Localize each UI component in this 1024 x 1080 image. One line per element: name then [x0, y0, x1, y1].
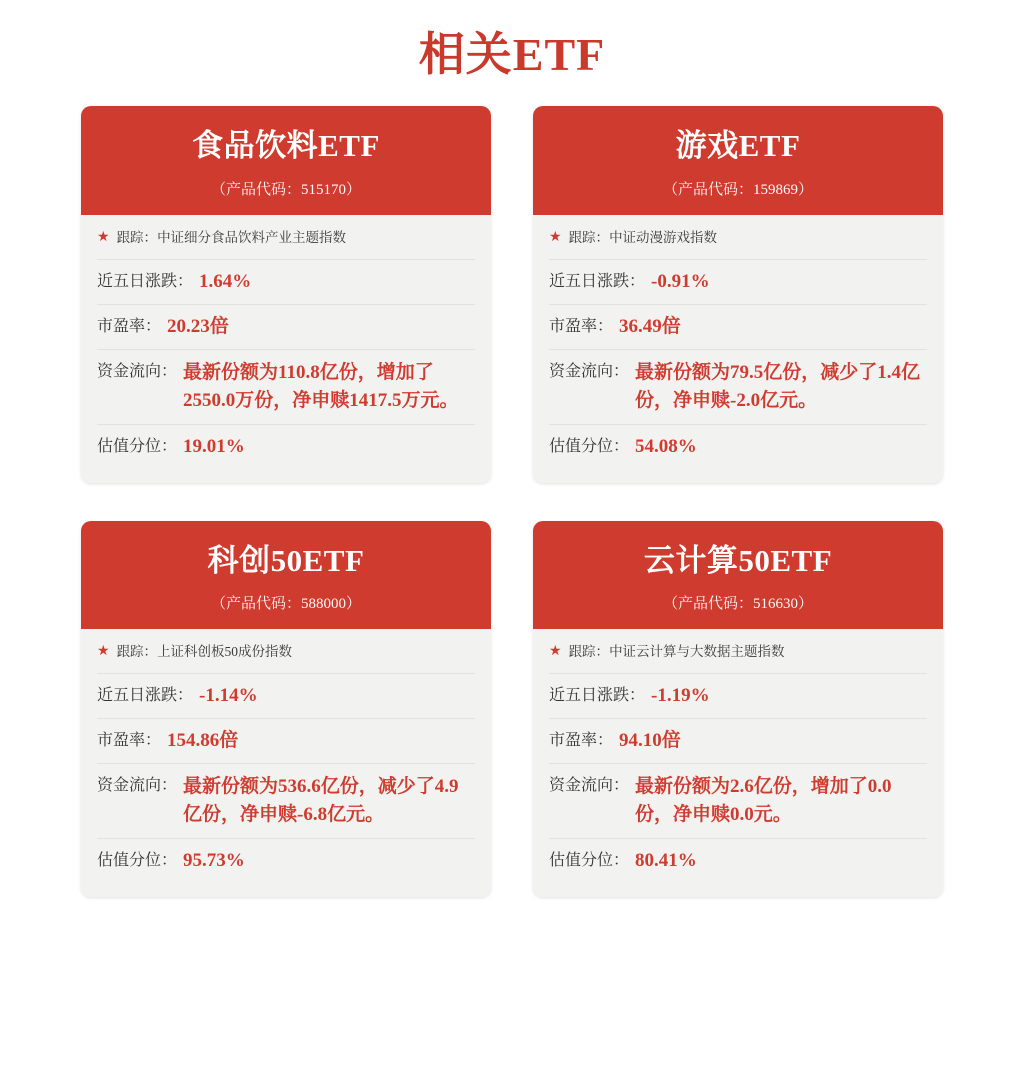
etf-code-suffix: ）	[346, 596, 362, 613]
etf-code-suffix: ）	[798, 181, 814, 198]
etf-valuation-value: 19.01%	[183, 435, 245, 457]
etf-pe-label: 市盈率：	[549, 317, 614, 335]
etf-code-prefix: （产品代码：	[210, 596, 301, 613]
etf-card-body	[81, 629, 491, 897]
page-title: 相关ETF	[418, 29, 606, 80]
etf-card-body	[533, 215, 943, 483]
etf-flow-row	[549, 763, 927, 838]
etf-flow-label: 资金流向：	[97, 362, 178, 380]
etf-pe-value: 20.23倍	[167, 315, 229, 337]
etf-card-header	[81, 106, 491, 215]
etf-track-value: 上证科创板50成份指数	[157, 644, 293, 660]
etf-change-value: -1.14%	[199, 685, 258, 707]
etf-change-label: 近五日涨跌：	[549, 687, 646, 705]
etf-change-value: -0.91%	[651, 270, 710, 292]
etf-change-row	[549, 673, 927, 718]
etf-pe-value: 36.49倍	[619, 315, 681, 337]
etf-pe-label: 市盈率：	[97, 317, 162, 335]
etf-change-value: 1.64%	[199, 270, 252, 292]
etf-code-prefix: （产品代码：	[662, 181, 753, 198]
etf-card-header	[533, 521, 943, 630]
etf-code	[543, 592, 933, 613]
etf-track-text	[569, 643, 785, 661]
etf-pe-row	[549, 718, 927, 763]
etf-card[interactable]	[81, 106, 491, 483]
etf-track-row	[549, 229, 927, 257]
etf-card[interactable]	[81, 521, 491, 898]
etf-valuation-value: 54.08%	[635, 435, 697, 457]
etf-name: 云计算50ETF	[643, 542, 833, 578]
etf-name: 食品饮料ETF	[192, 128, 380, 163]
etf-pe-value: 154.86倍	[167, 730, 239, 752]
etf-valuation-label: 估值分位：	[549, 437, 630, 455]
etf-track-value: 中证细分食品饮料产业主题指数	[157, 229, 347, 245]
etf-card[interactable]	[533, 106, 943, 483]
etf-track-row	[97, 229, 475, 257]
etf-code-value: 516630	[753, 596, 798, 613]
star-icon: ★	[97, 644, 110, 660]
etf-track-row	[97, 643, 475, 671]
etf-change-row	[549, 259, 927, 304]
etf-track-text	[117, 229, 347, 247]
etf-flow-value: 最新份额为110.8亿份，增加了2550.0万份，净申赎1417.5万元。	[183, 361, 459, 411]
etf-card-header	[81, 521, 491, 630]
etf-code-prefix: （产品代码：	[210, 181, 301, 198]
etf-flow-row	[549, 349, 927, 424]
etf-code	[91, 592, 481, 613]
etf-change-label: 近五日涨跌：	[97, 272, 194, 290]
etf-valuation-label: 估值分位：	[549, 852, 630, 870]
etf-change-value: -1.19%	[651, 685, 710, 707]
etf-track-label: 跟踪：	[568, 644, 610, 660]
etf-flow-label: 资金流向：	[549, 362, 630, 380]
etf-pe-label: 市盈率：	[549, 732, 614, 750]
etf-code-prefix: （产品代码：	[662, 596, 753, 613]
etf-name: 科创50ETF	[207, 542, 365, 578]
etf-track-label: 跟踪：	[568, 229, 610, 245]
etf-track-label: 跟踪：	[116, 229, 158, 245]
etf-flow-row	[97, 349, 475, 424]
etf-track-label: 跟踪：	[116, 644, 158, 660]
etf-valuation-label: 估值分位：	[97, 437, 178, 455]
etf-code	[543, 178, 933, 199]
etf-change-label: 近五日涨跌：	[549, 272, 646, 290]
etf-pe-label: 市盈率：	[97, 732, 162, 750]
etf-pe-row	[549, 304, 927, 349]
etf-flow-value: 最新份额为79.5亿份，减少了1.4亿份，净申赎-2.0亿元。	[635, 361, 921, 411]
etf-track-text	[117, 643, 293, 661]
etf-flow-row	[97, 763, 475, 838]
etf-track-value: 中证云计算与大数据主题指数	[609, 644, 785, 660]
etf-track-row	[549, 643, 927, 671]
etf-flow-label: 资金流向：	[97, 777, 178, 795]
etf-valuation-row	[97, 424, 475, 469]
etf-code-value: 159869	[753, 181, 798, 198]
etf-code-value: 515170	[301, 181, 346, 198]
etf-valuation-row	[97, 838, 475, 883]
etf-card-body	[81, 215, 491, 483]
etf-pe-row	[97, 304, 475, 349]
etf-code-suffix: ）	[346, 181, 362, 198]
etf-valuation-row	[549, 424, 927, 469]
etf-code-suffix: ）	[798, 596, 814, 613]
etf-flow-label: 资金流向：	[549, 777, 630, 795]
etf-flow-value: 最新份额为2.6亿份，增加了0.0份，净申赎0.0元。	[635, 776, 892, 826]
etf-track-text	[569, 229, 718, 247]
etf-card[interactable]	[533, 521, 943, 898]
etf-name: 游戏ETF	[675, 128, 801, 163]
etf-card-body	[533, 629, 943, 897]
etf-valuation-value: 95.73%	[183, 850, 245, 872]
star-icon: ★	[549, 644, 562, 660]
etf-valuation-label: 估值分位：	[97, 852, 178, 870]
etf-card-grid	[0, 106, 1024, 897]
star-icon: ★	[549, 229, 562, 245]
star-icon: ★	[97, 229, 110, 245]
etf-valuation-value: 80.41%	[635, 850, 697, 872]
etf-code	[91, 178, 481, 199]
etf-flow-value: 最新份额为536.6亿份，减少了4.9亿份，净申赎-6.8亿元。	[183, 776, 459, 826]
etf-change-label: 近五日涨跌：	[97, 687, 194, 705]
etf-pe-row	[97, 718, 475, 763]
etf-change-row	[97, 259, 475, 304]
etf-card-header	[533, 106, 943, 215]
etf-change-row	[97, 673, 475, 718]
etf-code-value: 588000	[301, 596, 346, 613]
etf-pe-value: 94.10倍	[619, 730, 681, 752]
etf-valuation-row	[549, 838, 927, 883]
etf-track-value: 中证动漫游戏指数	[609, 229, 718, 245]
